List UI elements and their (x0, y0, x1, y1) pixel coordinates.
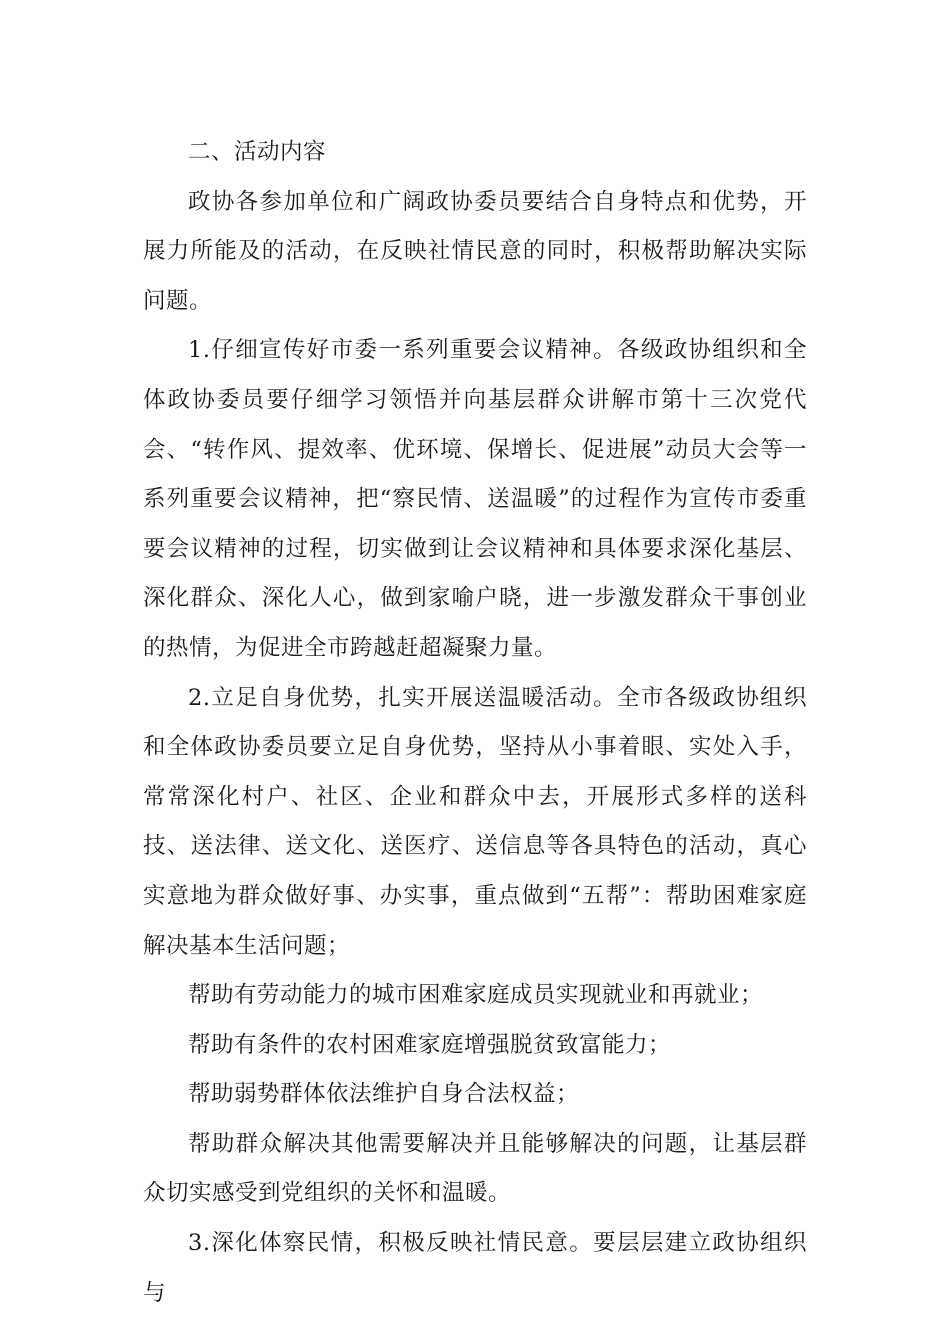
paragraph-help-rights: 帮助弱势群体依法维护自身合法权益； (188, 1081, 580, 1108)
paragraph-help-rural: 帮助有条件的农村困难家庭增强脱贫致富能力； (188, 1031, 672, 1058)
paragraph-item-3: 3.深化体察民情，积极反映社情民意。要层层建立政协组织与 (143, 1230, 807, 1306)
section-heading: 二、活动内容 (188, 139, 327, 165)
paragraph-item-1: 1.仔细宣传好市委一系列重要会议精神。各级政协组织和全体政协委员要仔细学习领悟并向基层群众讲解市第十三次党代会、“转作风、提效率、优环境、保增长、促进展”动员大会等一系列重要会议精神，把“察民情、送温暖”的过程作为宣传市委重要会议精神的过程，切实做到让会议精神和具体要求深化基层、深化群众、深化人心，做到家喻户晓，进一步激发群众干事创业的热情，为促进全市跨越赶超凝聚力量。 (143, 337, 807, 661)
document-body (143, 128, 807, 1318)
paragraph-item-2: 2.立足自身优势，扎实开展送温暖活动。全市各级政协组织和全体政协委员要立足自身优势，坚持从小事着眼、实处入手，常常深化村户、社区、企业和群众中去，开展形式多样的送科技、送法律、送文化、送医疗、送信息等各具特色的活动，真心实意地为群众做好事、办实事，重点做到“五帮”：帮助困难家庭解决基本生活问题； (143, 684, 807, 959)
paragraph-intro: 政协各参加单位和广阔政协委员要结合自身特点和优势，开展力所能及的活动，在反映社情民意的同时，积极帮助解决实际问题。 (143, 188, 807, 314)
paragraph-help-employment: 帮助有劳动能力的城市困难家庭成员实现就业和再就业； (188, 982, 764, 1009)
paragraph-help-other: 帮助群众解决其他需要解决并且能够解决的问题，让基层群众切实感受到党组织的关怀和温暖。 (143, 1130, 807, 1207)
